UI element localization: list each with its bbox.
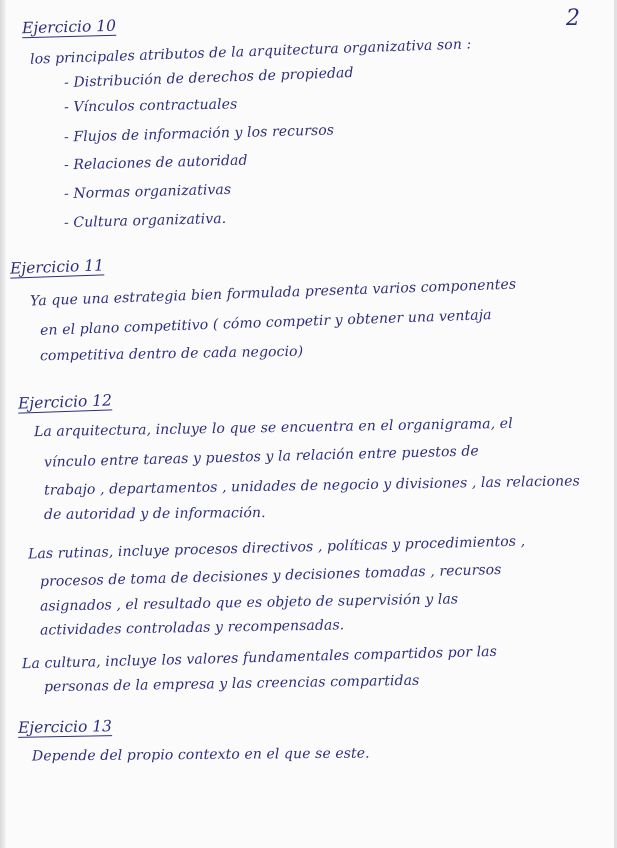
section-heading: Ejercicio 12 — [17, 391, 113, 413]
text-line: en el plano competitivo ( cómo competir y obtener una ventaja — [39, 307, 492, 339]
list-item: - Vínculos contractuales — [63, 96, 238, 116]
text-line: trabajo , departamentos , unidades de negocio y divisiones , las relaciones — [43, 473, 580, 499]
list-item: - Flujos de información y los recursos — [63, 122, 335, 146]
list-item: - Normas organizativas — [63, 181, 232, 203]
text-line: Ya que una estrategia bien formulada presenta varios componentes — [29, 276, 517, 310]
text-line: asignados , el resultado que es objeto de supervisión y las — [39, 591, 459, 615]
text-line: Depende del propio contexto en el que se este. — [31, 745, 370, 765]
list-item: - Distribución de derechos de propiedad — [63, 64, 354, 92]
page-number: 2 — [566, 6, 580, 31]
page-left-edge — [0, 0, 6, 848]
list-item: - Cultura organizativa. — [63, 210, 227, 232]
text-line: procesos de toma de decisiones y decisiones tomadas , recursos — [39, 561, 502, 591]
text-line: vínculo entre tareas y puestos y la relación entre puestos de — [43, 443, 480, 471]
list-item: - Relaciones de autoridad — [63, 152, 248, 174]
text-line: de autoridad y de información. — [43, 505, 266, 523]
text-line: La cultura, incluye los valores fundamentales compartidos por las — [21, 643, 498, 673]
text-line: La arquitectura, incluye lo que se encuentra en el organigrama, el — [33, 415, 513, 441]
text-line: los principales atributos de la arquitectura organizativa son : — [29, 36, 472, 68]
section-heading: Ejercicio 11 — [9, 256, 105, 278]
text-line: personas de la empresa y las creencias compartidas — [43, 672, 420, 696]
text-line: Las rutinas, incluye procesos directivos , políticas y procedimientos , — [27, 533, 526, 563]
section-heading: Ejercicio 10 — [21, 16, 117, 38]
text-line: competitiva dentro de cada negocio) — [39, 343, 304, 365]
section-heading: Ejercicio 13 — [17, 717, 113, 737]
text-line: actividades controladas y recompensadas. — [39, 617, 345, 639]
